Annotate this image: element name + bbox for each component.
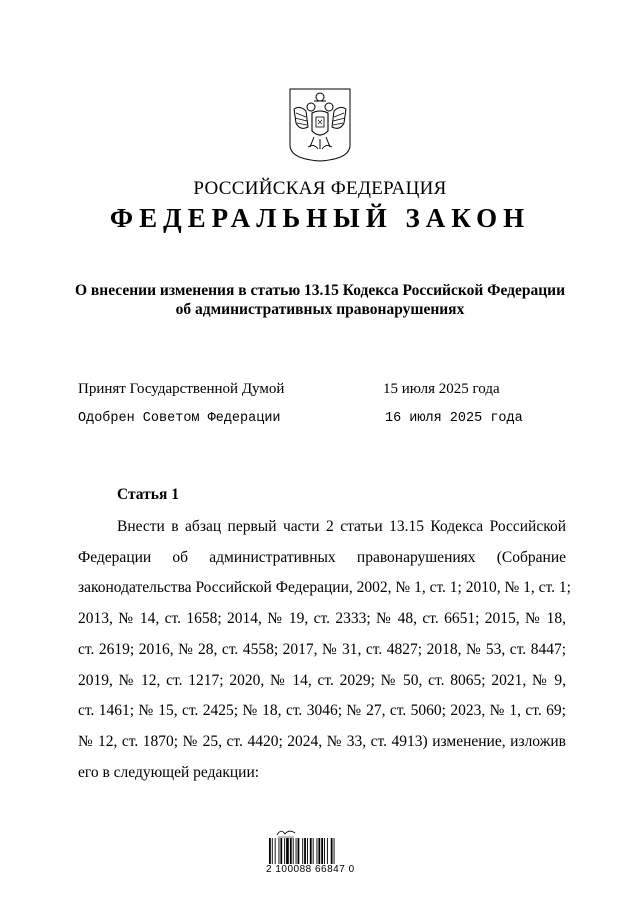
duma-date: 15 июля 2025 года [383, 381, 500, 397]
duma-label: Принят Государственной Думой [78, 381, 285, 397]
law-title [60, 281, 580, 319]
country-name: РОССИЙСКАЯ ФЕДЕРАЦИЯ [193, 178, 447, 199]
article-body [78, 512, 571, 788]
barcode-number: 2 100088 66847 0 [266, 864, 355, 875]
article-line: ст. 2619; 2016, № 28, ст. 4558; 2017, № 31, ст. 4827; 2018, № 53, ст. 8447; [78, 640, 566, 658]
coat-of-arms-icon [288, 87, 352, 162]
council-date: 16 июля 2025 года [385, 411, 523, 426]
law-title-line: О внесении изменения в статью 13.15 Кодекса Российской Федерации [75, 282, 565, 299]
article-line: Внести в абзац первый части 2 статьи 13.15 Кодекса Российской [117, 518, 566, 535]
article-line: 2019, № 12, ст. 1217; 2020, № 14, ст. 2029; № 50, ст. 8065; 2021, № 9, [78, 671, 566, 689]
council-label: Одобрен Советом Федерации [78, 411, 281, 426]
article-line: его в следующей редакции: [78, 763, 260, 781]
registration-mark-icon [275, 826, 297, 838]
article-line: 2013, № 14, ст. 1658; 2014, № 19, ст. 2333; № 48, ст. 6651; 2015, № 18, [78, 610, 566, 628]
article-line: ст. 1461; № 15, ст. 2425; № 18, ст. 3046; № 27, ст. 5060; 2023, № 1, ст. 69; [78, 702, 566, 720]
article-line: Федерации об административных правонарушениях (Собрание [78, 548, 566, 566]
law-title-line: об административных правонарушениях [175, 301, 465, 318]
document-type: ФЕДЕРАЛЬНЫЙ ЗАКОН [109, 203, 531, 233]
article-line: № 12, ст. 1870; № 25, ст. 4420; 2024, № 33, ст. 4913) изменение, изложив [78, 732, 566, 750]
article-line: законодательства Российской Федерации, 2002, № 1, ст. 1; 2010, № 1, ст. 1; [78, 579, 571, 597]
article-heading: Статья 1 [117, 486, 179, 503]
